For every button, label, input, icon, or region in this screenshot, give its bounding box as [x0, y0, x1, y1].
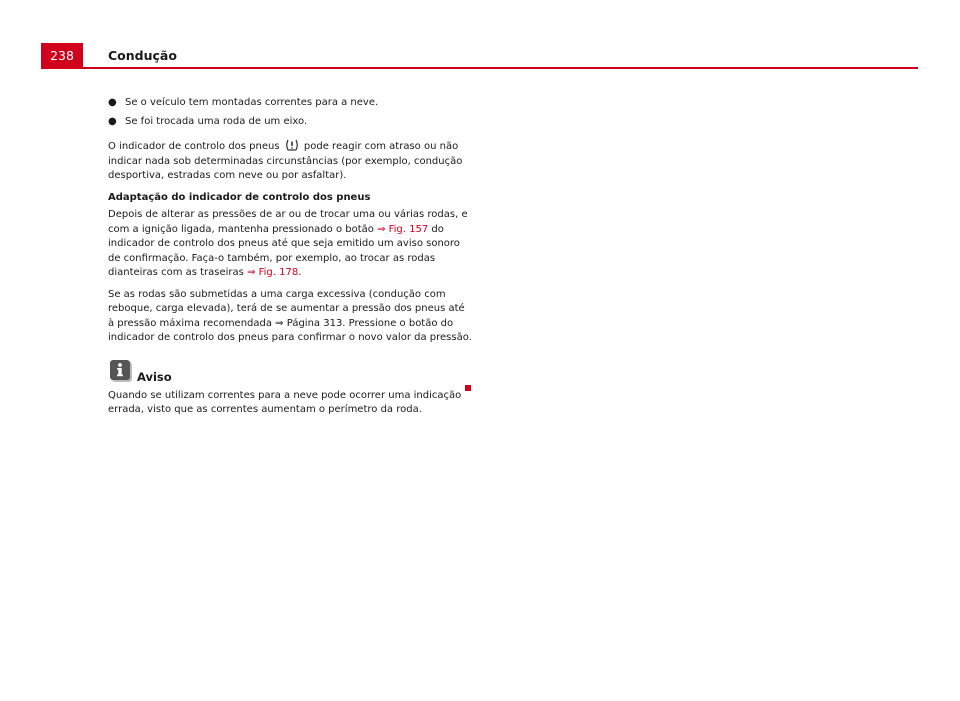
list-item-text: Se o veículo tem montadas correntes para a neve.	[125, 97, 379, 108]
bullet-icon: ●	[108, 115, 117, 127]
paragraph-tire-indicator	[108, 139, 473, 184]
page-header	[41, 43, 918, 69]
note-text: Quando se utilizam correntes para a neve pode ocorrer uma indicação errada, visto que as correntes aumentam o perímetro da roda.	[108, 389, 462, 415]
paragraph-text: O indicador de controlo dos pneus	[108, 141, 283, 152]
tire-pressure-warning-icon	[285, 139, 299, 151]
figure-link[interactable]: ⇒ Fig. 178	[247, 267, 299, 278]
figure-link[interactable]: ⇒ Fig. 157	[377, 223, 429, 235]
note-title: Aviso	[137, 369, 172, 384]
list-item	[108, 115, 473, 130]
bullet-icon: ●	[108, 97, 117, 108]
info-icon	[110, 360, 130, 380]
chapter-title: Condução	[108, 48, 177, 63]
section-end-marker	[465, 385, 471, 391]
paragraph-text: do indicador de controlo dos pneus até que seja emitido um aviso sonoro de confirmação. Faça-o também, por exemplo, ao trocar as rodas dianteiras com as traseiras	[108, 223, 460, 278]
paragraph-text: Depois de alterar as pressões de ar ou de trocar uma ou várias rodas, e com a ignição ligada, mantenha pressionado o botão	[108, 209, 468, 235]
paragraph-text: .	[298, 267, 302, 278]
note-header	[108, 360, 473, 386]
paragraph-text: pode reagir com atraso ou não indicar nada sob determinadas circunstâncias (por exemplo, condução desportiva, estradas com neve ou por asfaltar).	[108, 141, 463, 181]
section-heading: Adaptação do indicador de controlo dos pneus	[108, 191, 371, 203]
paragraph-overload: Se as rodas são submetidas a uma carga excessiva (condução com reboque, carga elevada), terá de se aumentar a pressão dos pneus até à pressão máxima recomendada ⇒ Página 313. Pressione o botão do indicador de controlo dos pneus para confirmar o novo valor da pressão.	[108, 288, 472, 343]
list-item	[108, 96, 473, 111]
paragraph-adaptation	[108, 208, 473, 281]
page-number: 238	[41, 43, 83, 67]
list-item-text: Se foi trocada uma roda de um eixo.	[125, 115, 308, 127]
main-content	[108, 96, 473, 425]
